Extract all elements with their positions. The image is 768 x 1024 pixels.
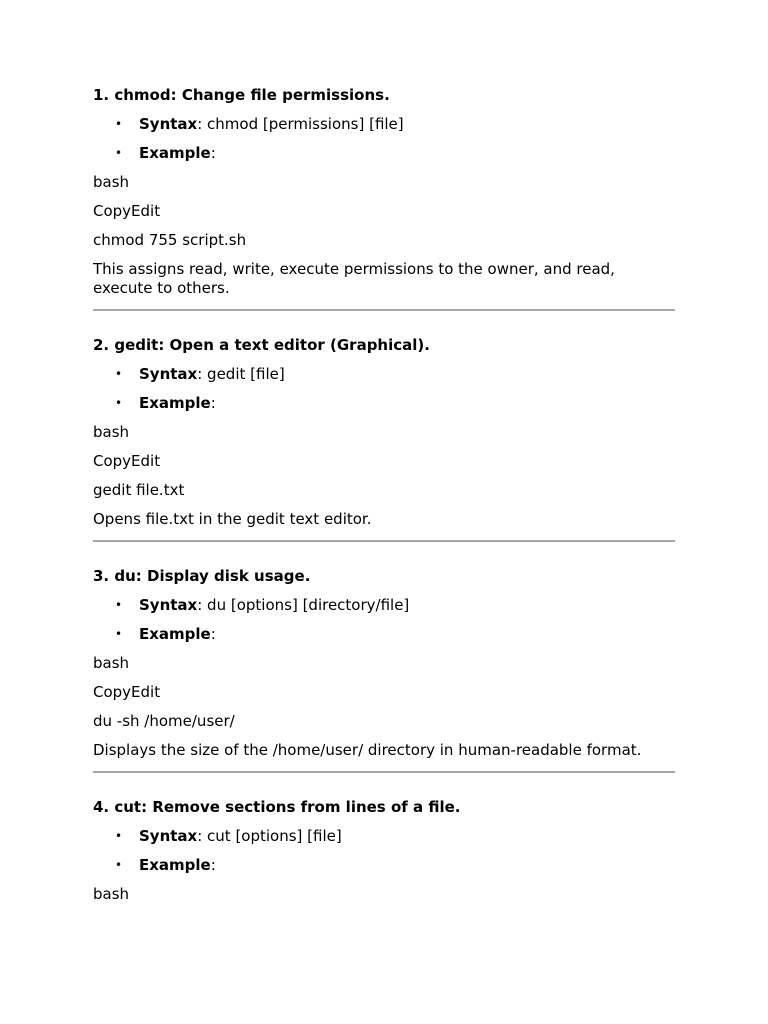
copy-edit-label: CopyEdit — [93, 202, 161, 220]
example-colon: : — [210, 625, 216, 643]
syntax-label: Syntax — [139, 827, 198, 845]
bullet-list — [93, 827, 675, 875]
code-language: bash — [93, 885, 130, 903]
bullet-dot-icon: • — [115, 367, 123, 381]
code-language: bash — [93, 423, 130, 441]
bullet-dot-icon: • — [115, 858, 123, 872]
section-divider — [93, 771, 675, 773]
bullet-dot-icon: • — [115, 396, 123, 410]
example-colon: : — [210, 856, 216, 874]
code-line: chmod 755 script.sh — [93, 231, 247, 249]
example-label: Example — [139, 144, 211, 162]
copy-edit-label: CopyEdit — [93, 452, 161, 470]
syntax-label: Syntax — [139, 365, 198, 383]
syntax-label: Syntax — [139, 115, 198, 133]
section-divider — [93, 309, 675, 311]
section-description: Displays the size of the /home/user/ directory in human-readable format. — [93, 741, 642, 759]
code-language: bash — [93, 654, 130, 672]
example-label: Example — [139, 625, 211, 643]
example-bullet — [93, 144, 675, 163]
example-bullet — [93, 856, 675, 875]
section-divider — [93, 540, 675, 542]
syntax-text: : gedit [file] — [197, 365, 285, 383]
bullet-dot-icon: • — [115, 627, 123, 641]
example-label: Example — [139, 856, 211, 874]
bullet-list — [93, 115, 675, 163]
syntax-bullet — [93, 596, 675, 615]
bullet-list — [93, 365, 675, 413]
section-gedit — [93, 336, 675, 529]
section-description: This assigns read, write, execute permissions to the owner, and read, execute to others. — [93, 260, 615, 297]
section-description: Opens file.txt in the gedit text editor. — [93, 510, 372, 528]
code-language: bash — [93, 173, 130, 191]
example-label: Example — [139, 394, 211, 412]
section-cut — [93, 798, 675, 904]
syntax-label: Syntax — [139, 596, 198, 614]
syntax-bullet — [93, 115, 675, 134]
syntax-text: : du [options] [directory/file] — [197, 596, 410, 614]
bullet-list — [93, 596, 675, 644]
section-heading: 2. gedit: Open a text editor (Graphical). — [93, 336, 430, 354]
section-heading: 4. cut: Remove sections from lines of a file. — [93, 798, 461, 816]
section-heading: 1. chmod: Change file permissions. — [93, 86, 390, 104]
example-bullet — [93, 625, 675, 644]
syntax-text: : cut [options] [file] — [197, 827, 342, 845]
code-line: gedit file.txt — [93, 481, 185, 499]
section-heading: 3. du: Display disk usage. — [93, 567, 311, 585]
copy-edit-label: CopyEdit — [93, 683, 161, 701]
section-du — [93, 567, 675, 760]
example-colon: : — [210, 144, 216, 162]
document-page — [93, 86, 675, 914]
syntax-bullet — [93, 827, 675, 846]
section-chmod — [93, 86, 675, 298]
code-line: du -sh /home/user/ — [93, 712, 235, 730]
bullet-dot-icon: • — [115, 117, 123, 131]
bullet-dot-icon: • — [115, 146, 123, 160]
syntax-text: : chmod [permissions] [file] — [197, 115, 404, 133]
bullet-dot-icon: • — [115, 598, 123, 612]
bullet-dot-icon: • — [115, 829, 123, 843]
syntax-bullet — [93, 365, 675, 384]
example-bullet — [93, 394, 675, 413]
example-colon: : — [210, 394, 216, 412]
